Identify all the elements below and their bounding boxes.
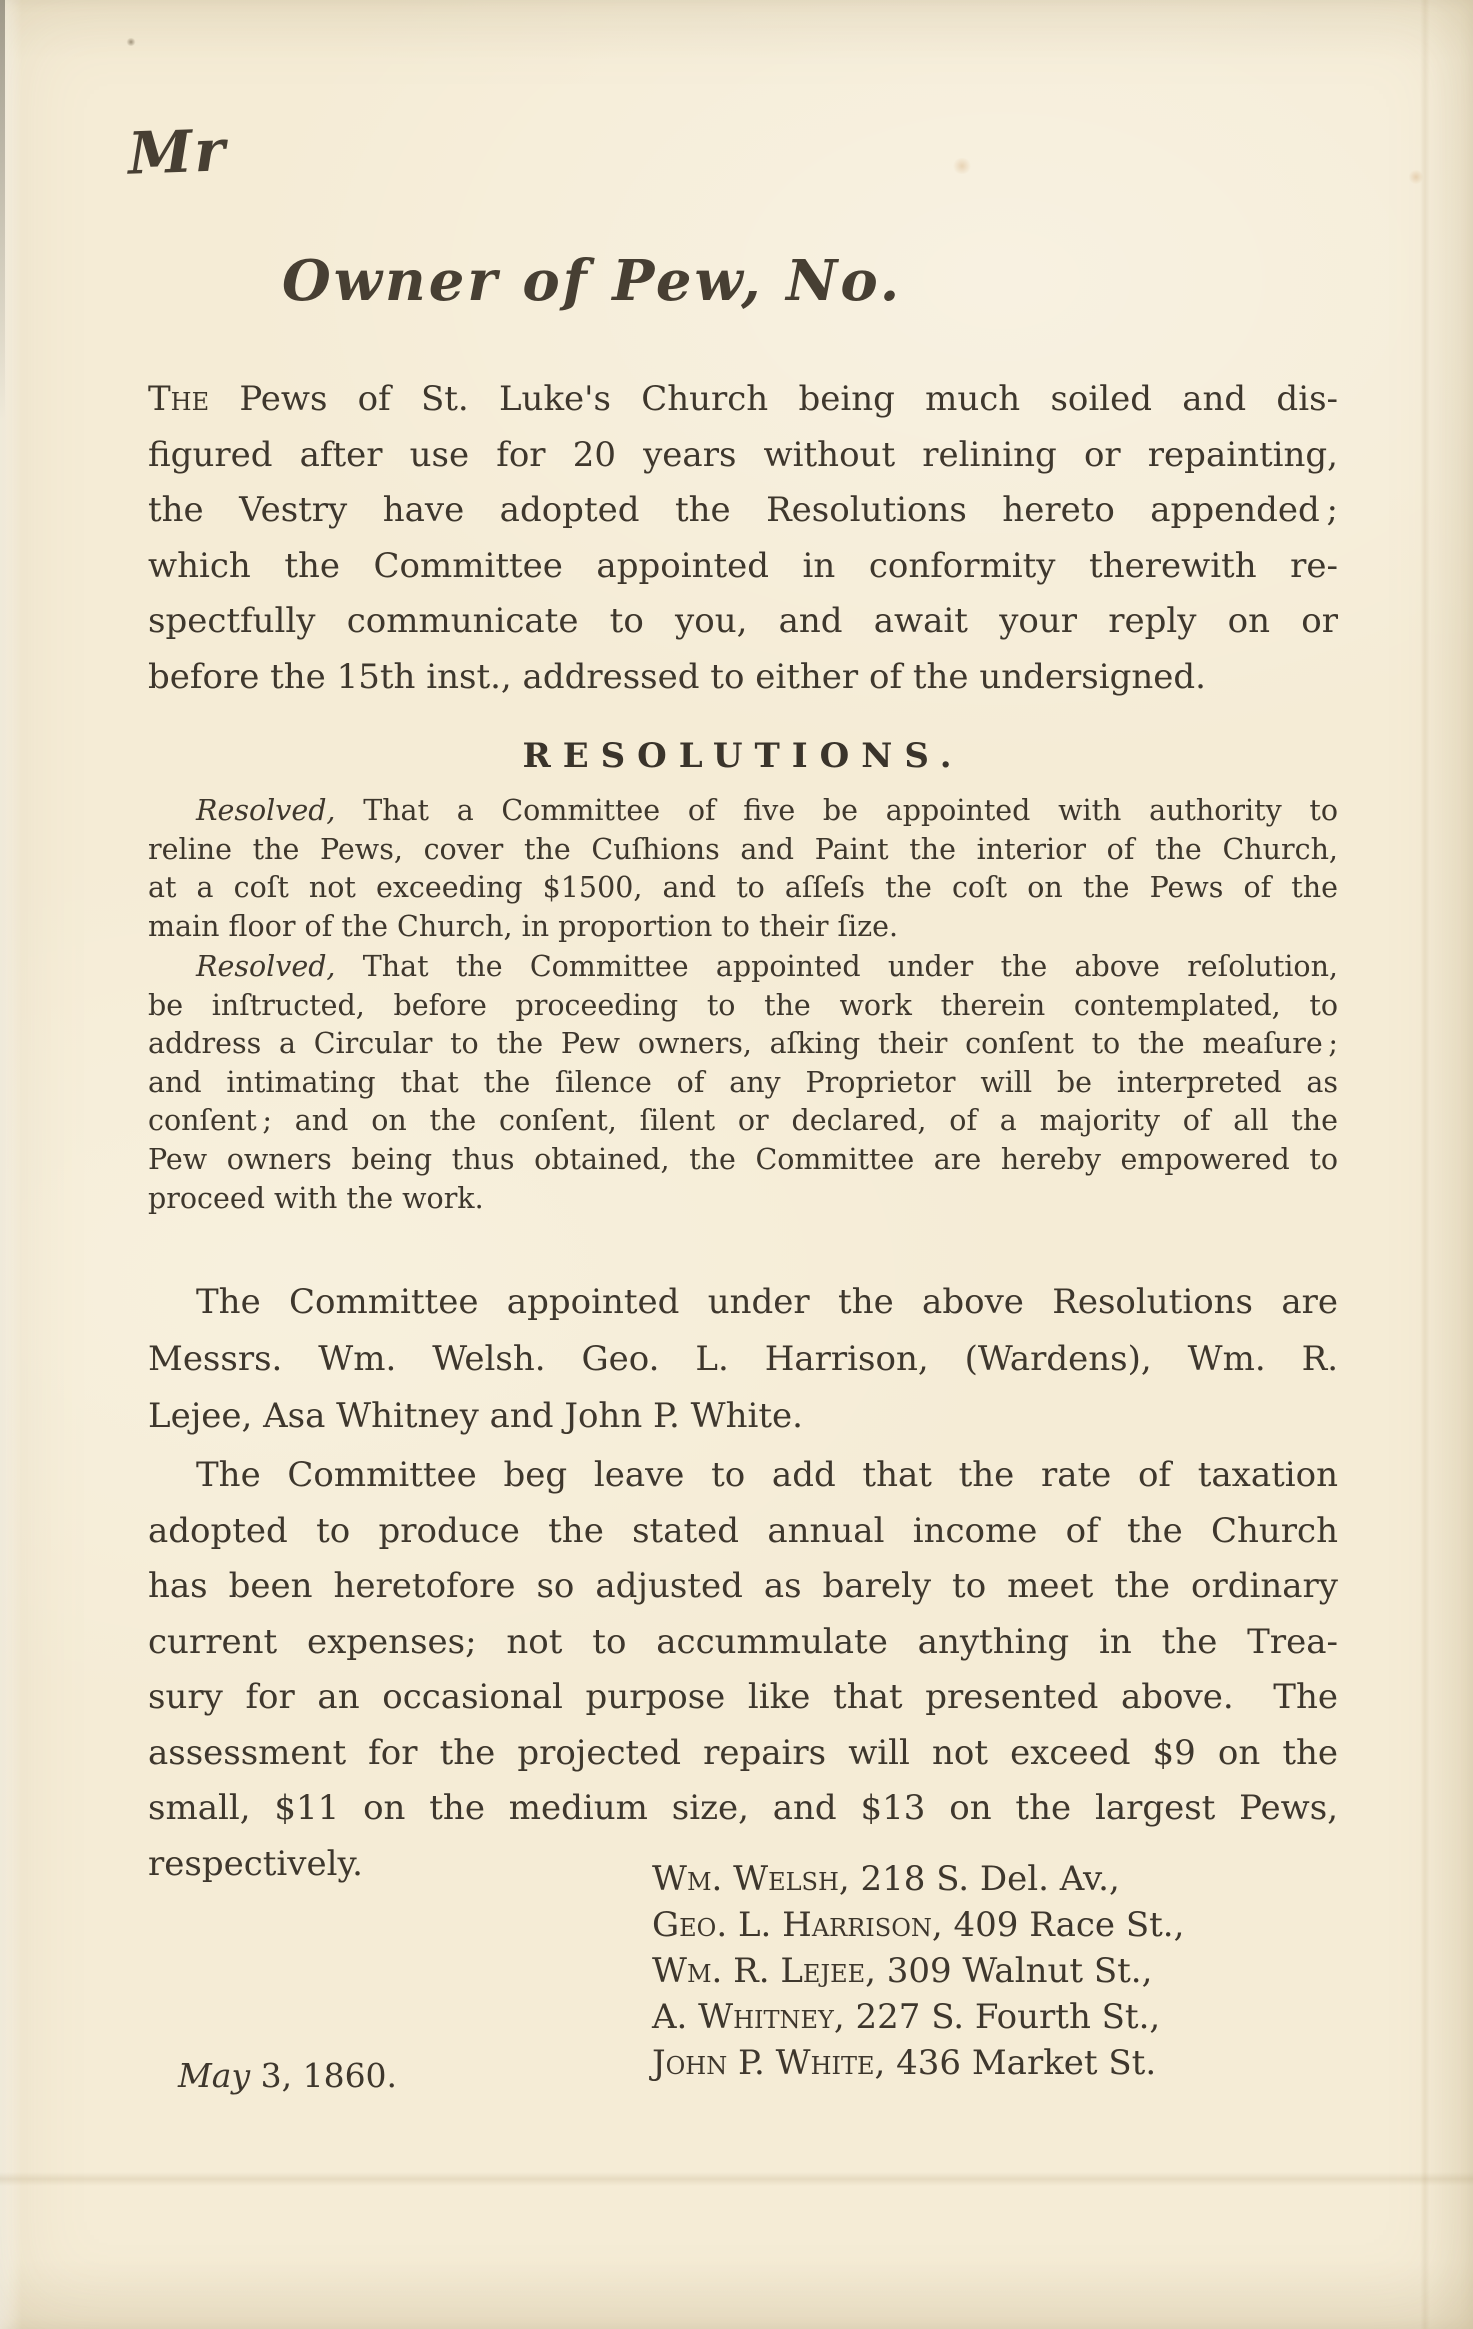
small-caps-lead: Wm. R. Lejee, — [652, 1951, 876, 1991]
text-line: John P. White, 436 Market St. — [652, 2043, 1157, 2083]
text-line: has been heretofore so adjusted as barely to meet the ordinary — [148, 1566, 1338, 1606]
text-line: Wm. R. Lejee, 309 Walnut St., — [652, 1951, 1153, 1991]
text-line: Geo. L. Harrison, 409 Race St., — [652, 1905, 1185, 1945]
page-edge-shadow — [0, 0, 5, 420]
committee-paragraph — [148, 1274, 1338, 1445]
text-line: before the 15th inst., addressed to either of the undersigned. — [148, 656, 1206, 697]
text-line: address a Circular to the Pew owners, aſking their conſent to the meaſure ; — [148, 1027, 1338, 1061]
text-line: adopted to produce the stated annual income of the Church — [148, 1510, 1338, 1551]
text-line: sury for an occasional purpose like that presented above. The — [148, 1677, 1338, 1717]
text-line: current expenses; not to accummulate anything in the Trea- — [148, 1621, 1338, 1662]
taxation-paragraph — [148, 1448, 1338, 1892]
text-line: Pew owners being thus obtained, the Committee are hereby empowered to — [148, 1142, 1338, 1176]
text-line: respectively. — [148, 1843, 363, 1884]
resolutions-heading: RESOLUTIONS. — [522, 736, 964, 776]
italic-lead: Resolved, — [196, 794, 336, 827]
text-line: the Vestry have adopted the Resolutions hereto appended ; — [148, 490, 1338, 530]
text-line: Lejee, Asa Whitney and John P. White. — [148, 1396, 803, 1436]
dateline — [178, 2056, 397, 2095]
text-line: which the Committee appointed in conformity therewith re- — [148, 545, 1338, 586]
resolution-paragraph-2 — [148, 948, 1338, 1218]
text-line: Wm. Welsh, 218 S. Del. Av., — [652, 1859, 1120, 1899]
text-line: conſent ; and on the conſent, ſilent or declared, of a majority of all the — [148, 1104, 1338, 1138]
text-line: Resolved, That a Committee of five be appointed with authority to — [196, 794, 1338, 827]
resolution-paragraph-1 — [148, 792, 1338, 946]
small-caps-lead: Wm. Welsh, — [652, 1859, 850, 1899]
text-line: The Committee appointed under the above Resolutions are — [196, 1282, 1338, 1322]
dateline-rest: 3, 1860. — [250, 2056, 398, 2095]
small-caps-lead: Geo. L. Harrison, — [652, 1905, 943, 1945]
text-line: The Pews of St. Luke's Church being much soiled and dis- — [148, 379, 1338, 419]
text-line: Resolved, That the Committee appointed under the above reſolution, — [196, 950, 1338, 983]
small-caps-lead: A. Whitney, — [652, 1997, 845, 2037]
signature-list — [652, 1856, 1184, 2086]
small-caps-lead: The — [148, 379, 210, 419]
text-line: be inſtructed, before proceeding to the work therein contemplated, to — [148, 988, 1338, 1022]
text-line: main floor of the Church, in proportion to their ſize. — [148, 909, 899, 943]
small-caps-lead: John P. White, — [652, 2043, 886, 2083]
intro-paragraph — [148, 372, 1338, 705]
paper-crease-horizontal — [0, 2172, 1473, 2186]
text-line: reline the Pews, cover the Cuſhions and Paint the interior of the Church, — [148, 832, 1338, 866]
foxing-spot — [952, 158, 972, 174]
ink-speck — [126, 38, 136, 46]
text-line: spectfully communicate to you, and await your reply on or — [148, 601, 1338, 641]
text-line: proceed with the work. — [148, 1181, 484, 1215]
text-line: at a coſt not exceeding $1500, and to aſſeſs the coſt on the Pews of the — [148, 871, 1338, 905]
text-line: small, $11 on the medium size, and $13 on the largest Pews, — [148, 1788, 1338, 1828]
text-line: assessment for the projected repairs will not exceed $9 on the — [148, 1732, 1338, 1773]
text-line: figured after use for 20 years without relining or repainting, — [148, 434, 1338, 475]
addressee-script: Owner of Pew, No. — [282, 248, 903, 314]
text-line: A. Whitney, 227 S. Fourth St., — [652, 1997, 1161, 2037]
salutation-script: Mr — [126, 116, 228, 188]
text-line: The Committee beg leave to add that the rate of taxation — [196, 1455, 1338, 1495]
italic-lead: Resolved, — [196, 950, 336, 983]
dateline-month: May — [178, 2056, 251, 2095]
text-line: Messrs. Wm. Welsh. Geo. L. Harrison, (Wardens), Wm. R. — [148, 1339, 1338, 1379]
paper-crease-vertical — [1420, 0, 1430, 2329]
text-line: and intimating that the ſilence of any Proprietor will be interpreted as — [148, 1065, 1338, 1099]
